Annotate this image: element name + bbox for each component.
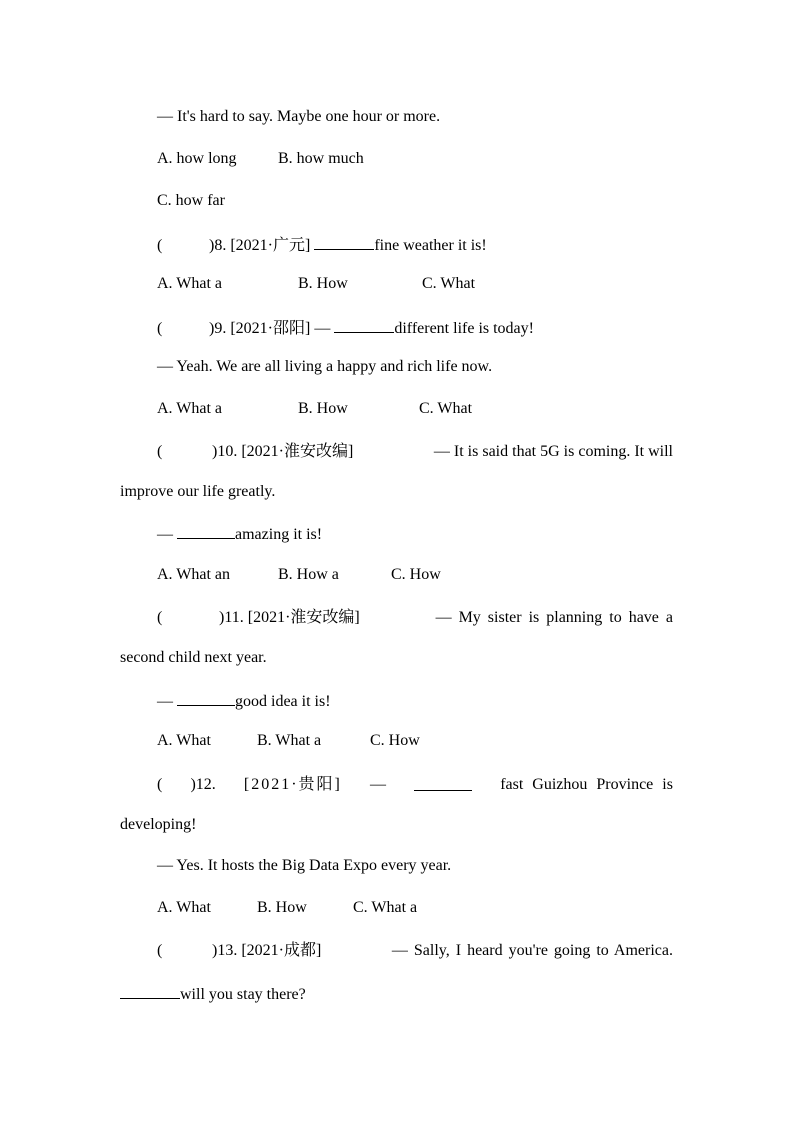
q8-option-b: B. How — [298, 275, 348, 292]
q10-text-line1: — It is said that 5G is coming. It will — [433, 443, 673, 460]
q8-option-a: A. What a — [157, 275, 223, 292]
q13-paren-close: ) — [212, 942, 218, 959]
q9-answer-blank[interactable] — [334, 317, 394, 333]
q12-option-b: B. How — [257, 899, 307, 916]
q13-paren-open: ( — [157, 942, 163, 959]
q9-paren-close: ) — [209, 320, 215, 337]
q9-options — [157, 399, 472, 419]
q11-reply — [157, 690, 331, 712]
q12-option-c: C. What a — [353, 899, 418, 916]
q9-option-a: A. What a — [157, 400, 223, 417]
q12-option-a: A. What — [157, 899, 211, 916]
q8-option-c: C. What — [422, 275, 476, 292]
q10-option-c: C. How — [391, 566, 441, 583]
q10-reply — [157, 523, 322, 545]
q13-number: 13. — [217, 942, 238, 959]
q11-answer-blank[interactable] — [177, 690, 235, 706]
q7-option-c: C. how far — [157, 192, 225, 209]
q7-answer: — It's hard to say. Maybe one hour or more. — [157, 108, 441, 125]
q10-dash: — — [157, 526, 173, 543]
q12-reply: — Yes. It hosts the Big Data Expo every year. — [157, 857, 452, 874]
q9-option-c: C. What — [419, 400, 473, 417]
q11-number: 11. — [224, 609, 244, 626]
q13-text-line2: will you stay there? — [180, 986, 306, 1003]
q10-option-b: B. How a — [278, 566, 339, 583]
q9-number: 9. — [214, 320, 227, 337]
q11-dash: — — [157, 693, 173, 710]
q12-source: [2021·贵阳] — [243, 776, 342, 793]
q12-number: 12. — [195, 776, 216, 793]
q12-options — [157, 898, 417, 918]
q9-paren-open: ( — [157, 320, 163, 337]
q12-dash: — — [369, 776, 386, 793]
q9-source: [2021·邵阳] — [230, 320, 311, 337]
q9-reply: — Yeah. We are all living a happy and rich life now. — [157, 358, 493, 375]
q10-options — [157, 565, 441, 585]
q8-text: fine weather it is! — [374, 237, 487, 254]
q10-paren-close: ) — [212, 443, 218, 460]
q11-options — [157, 731, 420, 751]
q12-paren-close: ) — [190, 776, 196, 793]
q11-source: [2021·淮安改编] — [247, 609, 360, 626]
q13-stem — [157, 941, 673, 961]
q11-option-b: B. What a — [257, 732, 322, 749]
q8-source: [2021·广元] — [230, 237, 311, 254]
q8-paren-close: ) — [209, 237, 215, 254]
q9-option-b: B. How — [298, 400, 348, 417]
q7-options-row-1 — [157, 149, 364, 169]
q11-text-line1: — My sister is planning to have a — [435, 609, 673, 626]
q13-text-line1: — Sally, I heard you're going to America. — [391, 942, 673, 959]
q11-option-a: A. What — [157, 732, 211, 749]
q13-source: [2021·成都] — [241, 942, 322, 959]
q10-text: amazing it is! — [235, 526, 323, 543]
q12-text-line2: developing! — [120, 816, 197, 833]
q9-text: different life is today! — [394, 320, 534, 337]
q11-paren-open: ( — [157, 609, 163, 626]
q7-option-b: B. how much — [278, 150, 364, 167]
q8-number: 8. — [214, 237, 227, 254]
q8-stem — [157, 234, 487, 256]
q7-option-a: A. how long — [157, 150, 237, 167]
q10-answer-blank[interactable] — [177, 523, 235, 539]
q10-source: [2021·淮安改编] — [241, 443, 354, 460]
q11-option-c: C. How — [370, 732, 420, 749]
q9-dash: — — [314, 320, 331, 337]
q12-text-line1: fast Guizhou Province is — [500, 776, 673, 793]
q12-stem — [157, 775, 673, 795]
q13-answer-blank[interactable] — [120, 983, 180, 999]
q10-option-a: A. What an — [157, 566, 231, 583]
q12-paren-open: ( — [157, 776, 163, 793]
q8-answer-blank[interactable] — [314, 234, 374, 250]
q8-paren-open: ( — [157, 237, 163, 254]
q11-stem — [157, 608, 673, 628]
q11-text-line2: second child next year. — [120, 649, 267, 666]
q10-number: 10. — [217, 443, 238, 460]
q13-line2 — [120, 983, 306, 1005]
q10-text-line2: improve our life greatly. — [120, 483, 276, 500]
q11-text: good idea it is! — [235, 693, 331, 710]
q8-options — [157, 274, 475, 294]
q11-paren-close: ) — [219, 609, 225, 626]
q10-paren-open: ( — [157, 443, 163, 460]
q10-stem — [157, 442, 673, 462]
q9-stem — [157, 317, 534, 339]
q12-answer-blank[interactable] — [414, 775, 472, 791]
